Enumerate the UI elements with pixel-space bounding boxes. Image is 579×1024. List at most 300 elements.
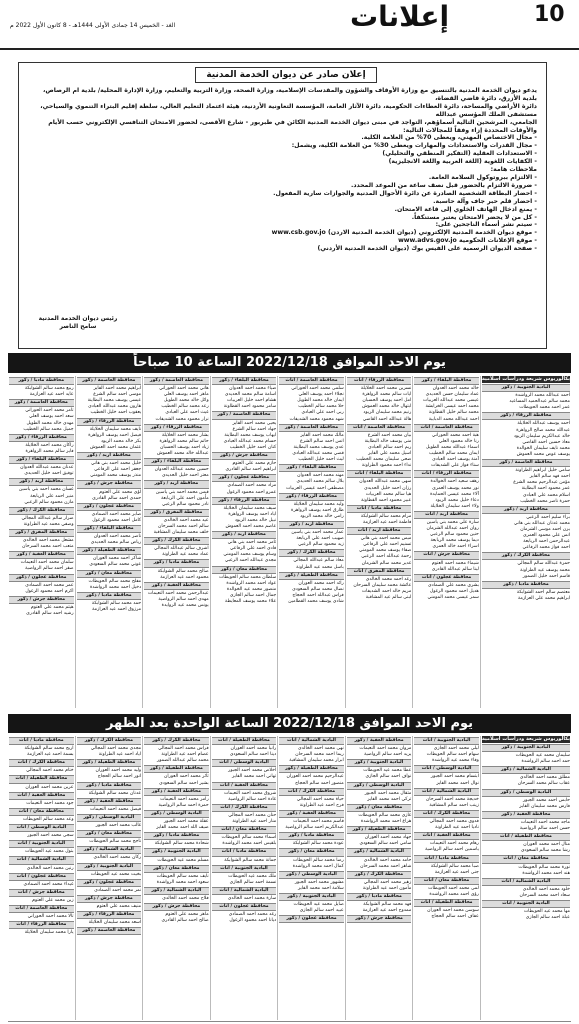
candidate-name: حنان محمد احمد المجالي bbox=[228, 812, 277, 818]
region-header: البادية الوسطى / ذكور bbox=[279, 871, 344, 879]
signature-title: رئيس ديوان الخدمة المدنية bbox=[38, 315, 118, 322]
candidate-column bbox=[277, 736, 345, 1020]
candidate-name: صابر محمد احمد الصمادي bbox=[91, 511, 142, 517]
candidate-name: خديجة محمد احمد السرحان bbox=[425, 796, 479, 802]
candidate-name: احمد عبدالله محمد الرواشدة bbox=[515, 393, 570, 399]
candidate-name: آلاء محمد عيسى الحمايدة bbox=[430, 491, 479, 497]
candidate-name: حامد محمد احمد الخالدي bbox=[363, 857, 412, 863]
candidate-name: مازن محمود سالم الزعبي bbox=[24, 499, 74, 505]
region-header: محافظة العقبة / اناث bbox=[9, 792, 74, 800]
region-header: محافظة اربد / ذكور bbox=[144, 480, 209, 488]
candidate-name: هارون محمد عبدالله العبادي bbox=[88, 404, 142, 410]
candidate-name: محمد نايف سليمان الخوالدة bbox=[516, 445, 570, 451]
candidate-name: حمد محمد سالم الشوابكة bbox=[91, 600, 142, 606]
candidate-name: مطلق محمد احمد الخالدي bbox=[519, 775, 570, 781]
candidate-name: حسن احمد سالم الرواضية bbox=[519, 826, 570, 832]
column-header: بكالوريوس شريعة ودراسات اسلامية bbox=[481, 736, 570, 742]
candidate-name: محمد سالم عبدالحميد المساعيد bbox=[509, 399, 570, 405]
region-header: محافظة الكرك / ذكور bbox=[279, 549, 344, 557]
candidate-name: روان احمد عبدالله الشرمان bbox=[426, 526, 479, 532]
candidate-name: دخيل احمد محمد الرواشدة bbox=[89, 584, 142, 590]
announcement-line: يدعو ديوان الخدمة المدنية بالتنسيق مع وزارة الأوقاف والشؤون والمقدسات الإسلامية، وزارة الصحة، وزارة التربية والتعليم، وزارة الإدارة المحلية/ بلدية ام الرصاص، بلدية الأزرق، دائرة قاضي القضاة، bbox=[43, 87, 537, 102]
column-header: محافظة الكرك / ذكور bbox=[144, 737, 209, 745]
candidate-name: حمدي احمد سالم القادري bbox=[92, 495, 142, 501]
region-header: محافظة الطفيلة / ذكور bbox=[347, 826, 412, 834]
candidate-name: نسرين محمد احمد الخلايلة bbox=[360, 386, 412, 392]
candidate-name: مهدي احمد سالم الرواضية bbox=[158, 596, 209, 602]
region-header: محافظة العقبة / اناث bbox=[212, 782, 277, 790]
candidate-name: غدير محمد سالم الشرمان bbox=[361, 560, 412, 566]
announcement-line: - موقع ديوان الخدمة المدنية الإلكتروني (ديوان الخدمة المدنية الاردن) www.csb.gov.jo bbox=[271, 229, 537, 237]
candidate-name: حنين محمود سالم الزعبي bbox=[429, 532, 479, 538]
candidate-name: سجى محمد احمد الجبور bbox=[27, 833, 74, 839]
region-header: محافظة العقبة / ذكور bbox=[9, 551, 74, 559]
candidate-name: منصور احمد سالم الحجاج bbox=[295, 780, 344, 786]
candidate-name: عمار محمد احمد بني ياسين bbox=[291, 530, 344, 536]
candidate-name: كمال احمد محمد الرواشدة bbox=[292, 863, 344, 869]
region-header: محافظة مادبا / ذكور bbox=[144, 559, 209, 567]
candidate-name: بشرى محمد علي الصمادي bbox=[428, 582, 479, 588]
candidate-name: ضيف الله احمد محمد الفايز bbox=[156, 825, 209, 831]
column-header: محافظة الطفيلة / اناث bbox=[212, 737, 277, 745]
candidate-name: مهند محمد احمد العدوان bbox=[297, 473, 344, 479]
candidate-name: زين محمد علي العتوم bbox=[32, 897, 74, 903]
candidate-name: ختام محمد احمد المجالي bbox=[26, 768, 74, 774]
candidate-name: حسين محمد عبدالله العدوان bbox=[154, 467, 209, 473]
candidate-name: عبدالرحيم محمد احمد العوران bbox=[286, 774, 344, 780]
candidate-name: عدي يوسف محمد البطاينة bbox=[293, 444, 344, 450]
candidate-name: اسيل محمد علي الفايز bbox=[368, 451, 412, 457]
candidate-name: لمى محمد احمد الحويطات bbox=[428, 885, 479, 891]
candidate-name: نايف محمد سالم الحويطات bbox=[156, 873, 209, 879]
candidate-name: احمد يوسف عبدالله الخلايلة bbox=[517, 421, 570, 427]
candidate-name: ماجد محمد احمد النعيمات bbox=[520, 819, 570, 825]
region-header: محافظة البلقاء / ذكور bbox=[77, 525, 142, 533]
candidate-column bbox=[277, 376, 345, 708]
candidate-name: رحمة عبدالله احمد الزعبي bbox=[361, 554, 412, 560]
region-header: محافظة العاصمة / اناث bbox=[9, 905, 74, 913]
region-header: محافظة العقبة / ذكور bbox=[144, 788, 209, 796]
region-header: محافظة العاصمة / اناث bbox=[347, 424, 412, 432]
candidate-name: ايمان محمد سالم الخطيب bbox=[428, 451, 479, 457]
candidate-name: غازي محمد سالم الحويطات bbox=[358, 812, 412, 818]
candidate-name: تهاني احمد محمد الفايز bbox=[232, 774, 277, 780]
candidate-name: محمد عدنان عبدالله بني هاني bbox=[513, 520, 570, 526]
region-header: البادية الجنوبية / اناث bbox=[9, 840, 74, 848]
announcement-line: - ضرورة الالتزام بالحضور قبل نصف ساعة من الموعد المحدد. bbox=[351, 181, 537, 189]
region-header: محافظة الزرقاء / ذكور bbox=[212, 497, 277, 505]
candidate-name: كامل احمد محمود الزغول bbox=[92, 517, 142, 523]
candidate-column bbox=[142, 376, 210, 708]
candidate-name: جنى احمد عيد العزازمة bbox=[434, 869, 479, 875]
candidate-name: عبلة احمد سالم الجازي bbox=[525, 915, 570, 921]
candidate-name: نسمة احمد سالم الجازي bbox=[229, 879, 277, 885]
candidate-name: هالة عبدالله احمد القاضي bbox=[362, 416, 412, 422]
announcement-line: - صفحة الديوان الرسمية على الفيس بوك (ديوان الخدمة المدنية الأردني) bbox=[317, 245, 537, 253]
candidate-name: مثقال محمد احمد الجبور bbox=[364, 790, 412, 796]
candidate-column bbox=[75, 736, 143, 1020]
candidate-name: اشرف سالم عبدالله المجالي bbox=[154, 546, 209, 552]
candidate-name: ناديا احمد عيد الطراونة bbox=[435, 825, 479, 831]
candidate-name: حسام محمد عبدالله العبادي bbox=[223, 438, 277, 444]
candidate-name: صالح محمد سالم الشوابكة bbox=[157, 568, 209, 574]
region-header: محافظة عجلون / ذكور bbox=[212, 474, 277, 482]
region-header: محافظة معان / اناث bbox=[212, 826, 277, 834]
candidate-name: لبنى سالم عيد المشاقبة bbox=[365, 595, 412, 600]
region-header: البادية الجنوبية / ذكور bbox=[144, 848, 209, 856]
candidate-name: غيداء محمد احمد الصمادي bbox=[23, 881, 74, 887]
region-header: محافظة الزرقاء / ذكور bbox=[482, 412, 570, 420]
candidate-name: حازم محمد علي العتوم bbox=[232, 461, 277, 467]
candidate-name: عثمان محمد احمد العموش bbox=[89, 444, 142, 450]
candidate-name: رؤى احمد محمد الرواشدة bbox=[429, 891, 479, 897]
candidate-name: نواف احمد سالم الجازي bbox=[365, 774, 412, 780]
candidate-name: موسى احمد سالم الشرع bbox=[93, 392, 142, 398]
candidate-name: محمد سالم عبدالله الضمور bbox=[156, 758, 209, 764]
candidate-name: خلود محمد احمد الخالدي bbox=[522, 886, 570, 892]
candidate-name: بلقيس احمد محمد الرواشدة bbox=[222, 841, 277, 847]
candidate-name: مريم خالد احمد الشديفات bbox=[361, 588, 412, 594]
candidate-name: ايهاب يوسف محمد البطاينة bbox=[224, 432, 277, 438]
candidate-name: بشير احمد سالم السعودي bbox=[159, 780, 209, 786]
candidate-name: رضا محمد سالم الحويطات bbox=[292, 857, 344, 863]
candidate-name: قصي محمد عبدالله العبادي bbox=[292, 451, 344, 457]
candidate-name: توفيق احمد خليل الحديدي bbox=[24, 471, 74, 477]
candidate-name: جعفر احمد علي الرفاعي bbox=[94, 467, 142, 473]
region-header: محافظة جرش / ذكور bbox=[144, 903, 209, 911]
region-header: البادية الجنوبية / ذكور bbox=[77, 863, 142, 871]
candidate-name: ضرار سالم عبدالله المجالي bbox=[21, 515, 74, 521]
candidate-name: ملك محمد عيد الحويطات bbox=[228, 873, 277, 879]
region-header: محافظة مادبا / ذكور bbox=[482, 581, 570, 589]
candidate-name: عايد احمد عيد العزازمة bbox=[29, 392, 74, 398]
candidate-name: نورة محمد سالم الحويطات bbox=[518, 864, 570, 870]
candidate-name: محمد سالم خليل القطاونة bbox=[428, 410, 479, 416]
region-header: محافظة الزرقاء / اناث bbox=[414, 470, 479, 478]
candidate-name: محمود احمد عيد العزازمة bbox=[160, 574, 209, 580]
candidate-name: اسلام محمد علي العبادي bbox=[523, 492, 570, 498]
candidate-name: معاذ سالم عبدالله المجالي bbox=[293, 558, 344, 564]
candidate-name: رنين محمد احمد الخالدي bbox=[26, 865, 74, 871]
candidate-name: هبة احمد محمد الحوراني bbox=[431, 432, 479, 438]
candidate-name: مروان محمد احمد النعيمات bbox=[359, 746, 412, 752]
column-header: محافظة مادبا / اناث bbox=[9, 737, 74, 745]
candidate-name: شاهر احمد محمد السرحان bbox=[360, 863, 412, 869]
candidate-name: وعد محمد سالم الحويطات bbox=[22, 816, 74, 822]
candidate-name: اسراء احمد خالد العمري bbox=[432, 544, 479, 550]
candidate-name: عرين محمد احمد العوران bbox=[25, 784, 74, 790]
candidate-name: عائشة محمد سليمان السرحان bbox=[353, 582, 412, 588]
candidate-name: عوني محمد سالم السعودي bbox=[89, 562, 142, 568]
region-header: محافظة عجلون / اناث bbox=[414, 574, 479, 582]
candidate-name: سارة محمد احمد الخالدي bbox=[227, 895, 277, 901]
region-header: البادية الجنوبية / ذكور bbox=[482, 384, 570, 392]
column-header: محافظة الكرك / ذكور bbox=[77, 737, 142, 745]
candidate-name: عمر احمد محمد الحويطات bbox=[519, 405, 570, 411]
region-header: البادية الوسطى / اناث bbox=[9, 824, 74, 832]
candidate-name: شاكر احمد محمد العوران bbox=[92, 556, 142, 562]
candidate-name: ضياء محمد احمد العدوان bbox=[229, 386, 277, 392]
candidate-name: فاطمة احمد عيد العزازمة bbox=[362, 519, 412, 525]
candidate-name: بخيت محمد عيد الحويطات bbox=[90, 871, 142, 877]
candidate-name: حاتم سالم محمد الزواهرة bbox=[159, 438, 209, 444]
candidate-column bbox=[412, 376, 480, 708]
region-header: محافظة معان / ذكور bbox=[347, 804, 412, 812]
candidate-name: يوسف عوض محمد العموش bbox=[516, 451, 570, 457]
region-header: محافظة مادبا / اناث bbox=[347, 505, 412, 513]
candidate-name: عودة محمد سالم الشوابكة bbox=[292, 841, 344, 847]
candidate-name: سارة علي محمد بني ياسين bbox=[426, 519, 479, 525]
candidate-column bbox=[210, 376, 278, 708]
candidate-name: نداء احمد محمود الطراونة bbox=[361, 463, 412, 469]
candidate-name: رنا خالد محمود العلي bbox=[438, 438, 479, 444]
region-header: محافظة الطفيلة / ذكور bbox=[144, 765, 209, 773]
candidate-name: ماهر محمد علي العتوم bbox=[165, 912, 209, 918]
candidate-name: وائل خالد محمد الطويل bbox=[163, 398, 209, 404]
region-header: محافظة عجلون / ذكور bbox=[77, 879, 142, 887]
announcement-line: دائرة الأراضي والمساحة، دائرة العطاءات الحكومية، دائرة الآثار العامة، المؤسسة التعاونية الأردنية، هيئة اعتماد التعليم العالي، سلطة إقليم البتراء التنموي والسياحي، مستشفى الملك المؤسس عبدالله bbox=[40, 102, 537, 118]
candidate-name: نايف محمد سليمان الخلايلة bbox=[89, 426, 142, 432]
candidate-name: عيسى يوسف محمد البطاينة bbox=[87, 398, 142, 404]
region-header: محافظة الكرك / ذكور bbox=[9, 507, 74, 515]
candidate-name: سيف محمد سليمان الخلايلة bbox=[223, 505, 277, 511]
candidate-name: عطا محمد عيد الحويطات bbox=[363, 768, 412, 774]
candidate-column bbox=[210, 736, 278, 1020]
region-header: محافظة الكرك / اناث bbox=[212, 804, 277, 812]
region-header: محافظة عجلون / ذكور bbox=[279, 915, 344, 923]
candidate-name: منير احمد علي الربابعة bbox=[30, 493, 74, 499]
region-header: البادية الشمالية / اناث bbox=[212, 887, 277, 895]
region-header: محافظة اربد / ذكور bbox=[279, 521, 344, 529]
candidate-name: ابتسام محمد احمد الجبور bbox=[430, 774, 479, 780]
candidate-name: مهدي خالد محمد الطويل bbox=[26, 420, 74, 426]
region-header: محافظة العقبة / ذكور bbox=[144, 582, 209, 590]
candidate-name: محمد احمد عيسى الخرابشة bbox=[425, 404, 479, 410]
candidate-name: هزاع احمد محمد الرواشدة bbox=[360, 819, 412, 825]
candidate-name: حابس احمد محمد الجبور bbox=[522, 797, 570, 803]
column-header: البادية الجنوبية / اناث bbox=[414, 737, 479, 745]
candidate-name: فراس محمد احمد المجالي bbox=[158, 746, 209, 752]
region-header: محافظة الطفيلة / ذكور bbox=[77, 759, 142, 767]
candidate-name: رهف سعيد احمد الخوالدة bbox=[430, 479, 479, 485]
candidate-name: ماهر احمد يوسف العلي bbox=[163, 392, 209, 398]
region-header: محافظة الطفيلة / اناث bbox=[482, 833, 570, 841]
candidate-name: ايات سالم محمد الزواهرة bbox=[362, 392, 412, 398]
candidate-name: عبيد احمد سالم الجازي bbox=[299, 908, 344, 914]
candidate-name: قاسم محمد احمد النعيمات bbox=[293, 819, 344, 825]
candidate-name: شروق محمد احمد النعيمات bbox=[223, 790, 277, 796]
candidate-name: ناصر محمد احمد العدوان bbox=[93, 534, 142, 540]
candidate-name: عقاب سالم محمد السرحان bbox=[517, 781, 570, 787]
region-header: محافظة الزرقاء / ذكور bbox=[9, 434, 74, 442]
region-header: محافظة اربد / ذكور bbox=[212, 531, 277, 539]
candidate-name: سلطان محمد سالم الحويطات bbox=[218, 574, 277, 580]
candidate-name: ريما احمد محمد السرحان bbox=[295, 752, 344, 758]
candidate-name: هيثم محمد علي العتوم bbox=[30, 604, 74, 610]
region-header: محافظة مادبا / ذكور bbox=[144, 832, 209, 840]
candidate-name: مشعل محمد احمد الخالدي bbox=[22, 538, 74, 544]
candidate-name: رهام محمد احمد النعيمات bbox=[429, 841, 479, 847]
candidate-name: رياض سالم محمد الحديدي bbox=[90, 540, 142, 546]
column-header: محافظة العاصمة / ذكور bbox=[77, 377, 142, 385]
column-header: محافظة البلقاء / ذكور bbox=[212, 377, 277, 385]
region-header: البادية الجنوبية / اناث bbox=[482, 900, 570, 908]
candidate-name: فيصل احمد يوسف الزواهرة bbox=[88, 432, 142, 438]
candidate-name: ابراهيم محمد علي العزازمة bbox=[517, 595, 570, 601]
candidate-name: منار احمد عيد الطراونة bbox=[232, 819, 277, 825]
page-header bbox=[0, 0, 579, 50]
candidate-name: ريم احمد سالم العبادي bbox=[368, 444, 412, 450]
candidate-name: ربى احمد علي العبادي bbox=[301, 410, 344, 416]
region-header: محافظة العقبة / ذكور bbox=[77, 798, 142, 806]
region-header: محافظة جرش / ذكور bbox=[212, 452, 277, 460]
candidate-name: عبدالله محمد صالح الزواهرة bbox=[516, 427, 570, 433]
candidate-name: براء سليم احمد الزعبي bbox=[526, 514, 570, 520]
region-header: محافظة مادبا / ذكور bbox=[77, 782, 142, 790]
candidate-name: نور محمد يوسف العمري bbox=[432, 485, 479, 491]
region-header: البادية الوسطى / اناث bbox=[414, 765, 479, 773]
candidate-name: وليد محمد احمد العوران bbox=[95, 768, 142, 774]
region-header: محافظة عجلون / ذكور bbox=[77, 503, 142, 511]
candidate-name: منال احمد محمد العوران bbox=[523, 842, 570, 848]
region-header: محافظة الكرك / ذكور bbox=[347, 871, 412, 879]
candidate-name: هاني محمد احمد الحوراني bbox=[159, 386, 209, 392]
announcement-line: - الكفايات اللغوية (اللغة العربية واللغة الانجليزية) bbox=[388, 158, 537, 166]
candidate-name: زينب احمد سالم المشاقبة bbox=[429, 802, 479, 808]
announcement-line: - سيتم نشر أسماء الناجحين على: bbox=[435, 221, 537, 229]
region-header: البادية الجنوبية / ذكور bbox=[482, 744, 570, 752]
candidate-name: سلمان محمد احمد النعيمات bbox=[20, 560, 74, 566]
candidate-name: هديل احمد محمود الزغول bbox=[429, 588, 479, 594]
session-1-title: يوم الاحد الموافق 2022/12/18 الساعة 10 صباحاً bbox=[8, 353, 571, 373]
candidate-name: راكان محمد احمد الخلايلة bbox=[25, 442, 74, 448]
candidate-name: انس احمد سالم الشرع bbox=[300, 438, 344, 444]
candidate-name: اسامة سالم محمد الحديدي bbox=[224, 392, 277, 398]
region-header: البادية الوسطى / ذكور bbox=[144, 810, 209, 818]
candidate-column bbox=[8, 736, 75, 1020]
candidate-name: بشار محمد احمد الخلايلة bbox=[161, 432, 209, 438]
candidate-name: منيف محمد علي العتوم bbox=[96, 903, 142, 909]
announcement-title: إعلان صادر عن ديوان الخدمة المدنية bbox=[195, 67, 377, 83]
candidate-name: عبدالله خالد محمد العموش bbox=[157, 451, 209, 457]
candidate-name: رشيد احمد سالم القادري bbox=[26, 611, 74, 616]
region-header: محافظة مادبا / ذكور bbox=[77, 592, 142, 600]
candidate-name: صايل محمد عيد الحويطات bbox=[293, 902, 344, 908]
candidate-name: انور احمد سالم الحجاج bbox=[97, 774, 142, 780]
candidate-name: مرزوق احمد عيد العزازمة bbox=[92, 607, 142, 612]
candidate-name: صقر احمد سالم الرواضية bbox=[25, 566, 74, 572]
candidate-name: عماد سليمان حسن الحديدي bbox=[425, 392, 479, 398]
candidate-name: عبدالرحمن محمد احمد النعيمات bbox=[147, 590, 209, 596]
region-header: محافظة اربد / ذكور bbox=[77, 452, 142, 460]
region-header: محافظة الكرك / اناث bbox=[279, 788, 344, 796]
candidate-name: اسماء محمد سالم الحويطات bbox=[221, 835, 277, 841]
candidate-name: سهى محمد عبدالله العدوان bbox=[359, 479, 412, 485]
announcement-line: - احضار البطاقة الشخصية الصادرة عن دائرة الأحوال المدنية والجوازات سارية المفعول. bbox=[273, 189, 537, 197]
region-header: محافظة الكرك / اناث bbox=[414, 810, 479, 818]
candidate-name: رشا محمد سالم السعودي bbox=[520, 848, 570, 854]
region-header: محافظة البلقاء / اناث bbox=[347, 470, 412, 478]
region-header: محافظة معان / اناث bbox=[482, 855, 570, 863]
candidate-name: رائد احمد محمد العوران bbox=[298, 580, 344, 586]
candidate-name: فدوى محمد احمد المجالي bbox=[429, 819, 479, 825]
region-header: البادية الشمالية / ذكور bbox=[77, 846, 142, 854]
candidate-name: سالم احمد محمد السرحان bbox=[157, 523, 209, 529]
candidate-name: احمد فواز محمد الرفاعي bbox=[522, 545, 570, 551]
candidate-name: طارق احمد يوسف الزواهرة bbox=[291, 507, 344, 513]
candidate-name: نهى محمد احمد الخالدي bbox=[298, 746, 344, 752]
region-header: محافظة العقبة / ذكور bbox=[279, 810, 344, 818]
candidate-name: نوال احمد محمد الفايز bbox=[436, 780, 479, 786]
candidate-name: اياد احمد يوسف الزواهرة bbox=[228, 511, 277, 517]
candidate-name: رامز محمد احمد النعيمات bbox=[160, 796, 209, 802]
session-2-title: يوم الاحد الموافق 2022/12/18 الساعة الواحدة بعد الظهر bbox=[8, 714, 571, 733]
candidate-name: جهاد احمد سالم الشرع bbox=[232, 426, 277, 432]
region-header: محافظة اربد / ذكور bbox=[482, 506, 570, 514]
page-number: 10 bbox=[534, 2, 565, 27]
candidate-name: مالك محمد احمد الفايز bbox=[300, 432, 344, 438]
candidate-name: جهاد محمد احمد العوران bbox=[364, 835, 412, 841]
candidate-name: مها محمد عيد الحويطات bbox=[523, 909, 570, 915]
candidate-name: زياد احمد يوسف الحسبان bbox=[160, 444, 209, 450]
region-header: البادية الشمالية / اناث bbox=[414, 788, 479, 796]
candidate-name: امل احمد يوسف الحسبان bbox=[362, 398, 412, 404]
region-header: البادية الشمالية / ذكور bbox=[144, 887, 209, 895]
region-header: البادية الوسطى / اناث bbox=[212, 759, 277, 767]
candidate-name: يزيد احمد سالم الرواضية bbox=[364, 752, 412, 758]
candidate-name: سامي خليل ابراهيم الطراونة bbox=[515, 468, 570, 474]
candidate-name: سامر محمود احمد القطاونة bbox=[223, 404, 277, 410]
candidate-name: سمر عيسى محمد المومني bbox=[427, 595, 479, 600]
candidate-name: غسان محمد احمد بني ياسين bbox=[18, 487, 74, 493]
candidate-name: علاء محمد يوسف المعايطة bbox=[224, 599, 277, 604]
candidate-name: صالح احمد سالم القادري bbox=[161, 918, 209, 924]
candidate-name: مجدي محمد احمد المجالي bbox=[90, 746, 142, 752]
candidate-name: قيس محمد احمد بني ياسين bbox=[155, 489, 209, 495]
candidate-name: غادة احمد سالم الرواضية bbox=[228, 796, 277, 802]
candidate-name: فايز سالم محمد الزواهرة bbox=[25, 448, 74, 454]
candidate-name: خلف محمد سليمان المشاقبة bbox=[153, 530, 209, 536]
candidate-name: مسلم محمد عيد الحويطات bbox=[157, 857, 209, 863]
region-header: البادية الوسطى / ذكور bbox=[77, 814, 142, 822]
candidate-name: فرح احمد عيد الطراونة bbox=[299, 802, 344, 808]
candidate-name: تامر محمد احمد الحوراني bbox=[25, 408, 74, 414]
region-header: محافظة الزرقاء / ذكور bbox=[279, 493, 344, 501]
candidate-name: عاصم محمد احمد العموش bbox=[225, 523, 277, 529]
candidate-name: مأمون احمد عيد الطراونة bbox=[362, 885, 412, 891]
announcement-line: الجامعي، المرشحين التالية أسماؤهم، التواجد في مبنى ديوان الخدمة المدنية الكائن في طبربور - شارع الأقصى، لحضور الامتحان التنافسي الإلكتروني حسب الأيام والأوقات المحددة إزاء وفقاً للمجالات التالية: bbox=[48, 118, 537, 134]
candidate-name: فلاح محمد احمد الخالدي bbox=[162, 895, 209, 901]
candidate-name: عقلة محمد احمد الجبور bbox=[163, 819, 209, 825]
region-header: محافظة مادبا / اناث bbox=[212, 848, 277, 856]
candidate-name: ركان محمد احمد الخالدي bbox=[93, 855, 142, 861]
region-header: محافظة الزرقاء / ذكور bbox=[144, 424, 209, 432]
candidate-name: ابراهيم احمد سالم القادري bbox=[225, 467, 277, 473]
candidate-name: معاذ حسين احمد القاضي bbox=[522, 439, 570, 445]
candidate-name: نزار محمود محمد الشديفات bbox=[155, 416, 209, 422]
candidate-name: حلا محمد سالم الخطيب bbox=[298, 404, 344, 410]
candidate-name: معتصم سالم احمد الشوابكة bbox=[516, 589, 570, 595]
candidate-name: يعقوب احمد خليل الخطيب bbox=[90, 410, 142, 416]
candidate-name: عدنان محمد عبدالله العدوان bbox=[20, 465, 74, 471]
candidate-name: ابرار محمد سليمان المشاقبة bbox=[289, 758, 344, 764]
candidate-name: مصطفى احمد عيسى العربيات bbox=[285, 485, 344, 491]
candidate-name: شادي يوسف محمد القطامين bbox=[288, 599, 344, 604]
candidate-name: يونس محمد عيد الزوايدة bbox=[161, 603, 209, 608]
region-header: محافظة العاصمة / ذكور bbox=[279, 424, 344, 432]
candidate-name: جميل محمد سالم الخطيب bbox=[23, 426, 74, 432]
region-header: محافظة معان / ذكور bbox=[212, 566, 277, 574]
